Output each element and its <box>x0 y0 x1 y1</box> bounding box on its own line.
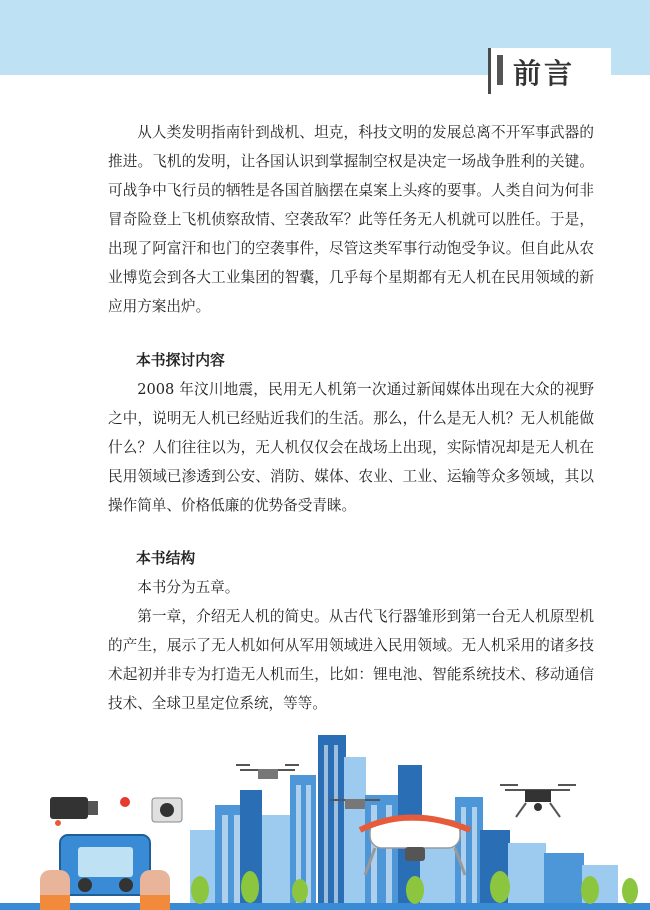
title-accent-bar <box>497 55 503 85</box>
action-camera-icon <box>152 798 182 822</box>
structure-line-1: 本书分为五章。 <box>137 579 240 596</box>
record-dot-icon <box>120 797 130 807</box>
chapter-title-tab <box>488 48 611 94</box>
remote-controller-icon <box>40 835 170 910</box>
ground-strip <box>0 903 650 910</box>
section-heading-structure: 本书结构 <box>136 550 196 567</box>
drone-city-illustration <box>0 735 650 910</box>
intro-paragraph: 从人类发明指南针到战机、坦克，科技文明的发展总离不开军事武器的推进。飞机的发明，让各国认识到掌握制空权是决定一场战争胜利的关键。可战争中飞行员的牺牲是各国首脑摆在桌案上头疼的要事。人类自问为何非冒奇险登上飞机侦察敌情、空袭敌军？此等任务无人机就可以胜任。于是，出现了阿富汗和也门的空袭事件，尽管这类军事行动饱受争议。但自此从农业博览会到各大工业集团的智囊，几乎每个星期都有无人机在民用领域的新应用方案出炉。 <box>108 124 594 315</box>
section-contents-paragraph: 2008 年汶川地震，民用无人机第一次通过新闻媒体出现在大众的视野之中，说明无人机已经贴近我们的生活。那么，什么是无人机？无人机能做什么？人们往往以为，无人机仅仅会在战场上出现，实际情况却是无人机在民用领域已渗透到公安、消防、媒体、农业、工业、运输等众多领域，其以操作简单、价格低廉的优势备受青睐。 <box>108 381 594 514</box>
body-text <box>108 118 594 718</box>
section-heading-contents: 本书探讨内容 <box>136 352 225 369</box>
page-title: 前言 <box>513 57 576 90</box>
video-camera-icon <box>50 797 98 826</box>
structure-paragraph-2: 第一章，介绍无人机的简史。从古代飞行器雏形到第一台无人机原型机的产生，展示了无人机如何从军用领域进入民用领域。无人机采用的诸多技术起初并非专为打造无人机而生，比如：锂电池、智能系统技术、移动通信技术、全球卫星定位系统，等等。 <box>108 608 594 712</box>
